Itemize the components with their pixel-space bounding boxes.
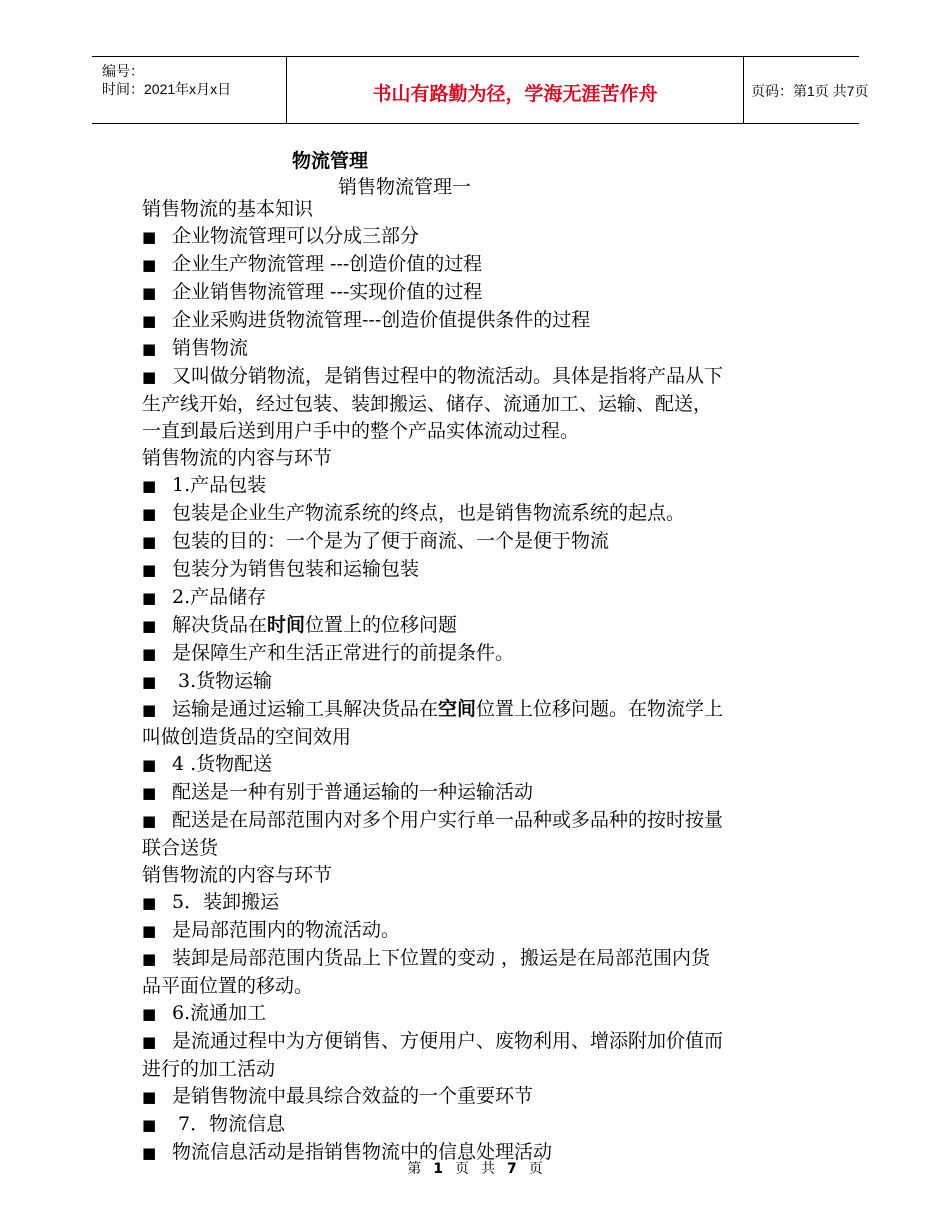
bullet-item — [142, 279, 822, 307]
line-text: 4 .货物配送 — [172, 753, 273, 775]
line-text: 企业销售物流管理 ---实现价值的过程 — [172, 281, 483, 303]
line-text: 销售物流的基本知识 — [142, 198, 314, 220]
body-line — [142, 973, 822, 1000]
line-text: 销售物流 — [172, 337, 249, 359]
page-footer — [0, 1158, 950, 1178]
footer-ye: 页 — [455, 1161, 469, 1177]
header-page-info: 页码：第1页 共7页 — [751, 83, 869, 99]
bullet-square-icon: ■ — [142, 505, 157, 523]
bullet-item — [142, 1111, 822, 1139]
line-text: 品平面位置的移动。 — [142, 975, 314, 997]
line-text: 是局部范围内的物流活动。 — [172, 919, 401, 941]
bullet-item — [142, 1028, 822, 1056]
bullet-square-icon: ■ — [142, 368, 157, 386]
text-segment: 位置上位移问题。在物流学上 — [476, 698, 724, 720]
footer-total-pages: 7 — [507, 1161, 517, 1177]
bullet-item — [142, 779, 822, 807]
footer-di: 第 — [407, 1161, 422, 1177]
bullet-item — [142, 612, 822, 640]
line-text: 联合送货 — [142, 837, 219, 859]
bullet-square-icon: ■ — [142, 256, 157, 274]
line-text: 企业物流管理可以分成三部分 — [172, 225, 420, 247]
bullet-item — [142, 1083, 822, 1111]
bullet-square-icon: ■ — [142, 228, 157, 246]
line-text: 企业采购进货物流管理---创造价值提供条件的过程 — [172, 309, 591, 331]
header-number-label: 编号： — [102, 63, 144, 79]
bullet-square-icon: ■ — [142, 1033, 157, 1051]
line-text: 叫做创造货品的空间效用 — [142, 726, 352, 748]
bullet-square-icon: ■ — [142, 1116, 157, 1134]
header-page-cell — [743, 57, 869, 123]
line-text: 配送是在局部范围内对多个用户实行单一品种或多品种的按时按量 — [172, 809, 724, 831]
document-body — [142, 196, 822, 1167]
bullet-square-icon: ■ — [142, 477, 157, 495]
body-line — [142, 1056, 822, 1083]
bullet-item — [142, 363, 822, 391]
header-time-label: 时间：2021年x月x日 — [102, 81, 232, 97]
line-text: 配送是一种有别于普通运输的一种运输活动 — [172, 781, 534, 803]
bullet-item — [142, 223, 822, 251]
text-segment: 位置上的位移问题 — [305, 614, 458, 636]
bullet-item — [142, 807, 822, 835]
document-subtitle: 销售物流管理一 — [338, 176, 472, 198]
bullet-item — [142, 640, 822, 668]
line-text: 生产线开始，经过包装、装卸搬运、储存、流通加工、运输、配送， — [142, 393, 713, 415]
bullet-square-icon: ■ — [142, 284, 157, 302]
bullet-square-icon: ■ — [142, 1144, 157, 1162]
bullet-square-icon: ■ — [142, 617, 157, 635]
bullet-item — [142, 500, 822, 528]
body-line — [142, 724, 822, 751]
line-text: 6.流通加工 — [172, 1002, 267, 1024]
document-title: 物流管理 — [292, 150, 369, 172]
line-text: 是保障生产和生活正常进行的前提条件。 — [172, 642, 515, 664]
body-line — [142, 196, 822, 223]
bullet-square-icon: ■ — [142, 340, 157, 358]
line-text: 2.产品储存 — [172, 586, 267, 608]
line-text: 1.产品包装 — [172, 474, 267, 496]
bullet-square-icon: ■ — [142, 950, 157, 968]
header-motto-cell — [286, 57, 744, 123]
line-text: 3.货物运输 — [172, 670, 273, 692]
line-text: 5．装卸搬运 — [172, 891, 280, 913]
bullet-item — [142, 528, 822, 556]
line-text: 一直到最后送到用户手中的整个产品实体流动过程。 — [142, 420, 580, 442]
bullet-item — [142, 945, 822, 973]
bullet-square-icon: ■ — [142, 894, 157, 912]
bullet-square-icon: ■ — [142, 1088, 157, 1106]
bullet-item — [142, 751, 822, 779]
bullet-item — [142, 917, 822, 945]
line-text: 包装分为销售包装和运输包装 — [172, 558, 420, 580]
body-line — [142, 391, 822, 418]
body-line — [142, 445, 822, 472]
bullet-item — [142, 251, 822, 279]
line-text: 又叫做分销物流，是销售过程中的物流活动。具体是指将产品从下 — [172, 365, 724, 387]
body-line — [142, 418, 822, 445]
header-meta — [92, 57, 286, 123]
bullet-item — [142, 1000, 822, 1028]
bullet-square-icon: ■ — [142, 922, 157, 940]
body-line — [142, 835, 822, 862]
line-text: 包装的目的：一个是为了便于商流、一个是便于物流 — [172, 530, 610, 552]
document-header — [92, 56, 869, 124]
bullet-square-icon: ■ — [142, 701, 157, 719]
body-line — [142, 862, 822, 889]
text-segment: 运输是通过运输工具解决货品在 — [172, 698, 439, 720]
bullet-item — [142, 889, 822, 917]
line-text: 进行的加工活动 — [142, 1058, 276, 1080]
bullet-square-icon: ■ — [142, 756, 157, 774]
bullet-square-icon: ■ — [142, 1005, 157, 1023]
footer-gong: 共 — [481, 1161, 495, 1177]
bullet-square-icon: ■ — [142, 784, 157, 802]
line-text: 销售物流的内容与环节 — [142, 447, 333, 469]
line-text: 包装是企业生产物流系统的终点，也是销售物流系统的起点。 — [172, 502, 686, 524]
header-motto: 书山有路勤为径，学海无涯苦作舟 — [372, 84, 658, 105]
bullet-square-icon: ■ — [142, 561, 157, 579]
line-text: 物流信息活动是指销售物流中的信息处理活动 — [172, 1141, 553, 1163]
bullet-square-icon: ■ — [142, 673, 157, 691]
bullet-item — [142, 472, 822, 500]
line-text: 装卸是局部范围内货品上下位置的变动 ，搬运是在局部范围内货 — [172, 947, 711, 969]
bullet-item — [142, 335, 822, 363]
text-segment: 解决货品在 — [172, 614, 268, 636]
line-text: 是流通过程中为方便销售、方便用户、废物利用、增添附加价值而 — [172, 1030, 724, 1052]
bullet-square-icon: ■ — [142, 589, 157, 607]
bullet-square-icon: ■ — [142, 645, 157, 663]
bullet-item — [142, 668, 822, 696]
line-text: 7．物流信息 — [172, 1113, 286, 1135]
footer-page-number: 1 — [433, 1161, 443, 1177]
bullet-item — [142, 556, 822, 584]
bullet-square-icon: ■ — [142, 312, 157, 330]
line-text: 企业生产物流管理 ---创造价值的过程 — [172, 253, 483, 275]
bold-text: 时间 — [267, 614, 306, 636]
footer-ye-2: 页 — [528, 1161, 543, 1177]
bullet-square-icon: ■ — [142, 812, 157, 830]
bullet-item — [142, 696, 822, 724]
bullet-item — [142, 584, 822, 612]
line-text: 是销售物流中最具综合效益的一个重要环节 — [172, 1085, 534, 1107]
bullet-square-icon: ■ — [142, 533, 157, 551]
line-text: 销售物流的内容与环节 — [142, 864, 333, 886]
bold-text: 空间 — [438, 698, 477, 720]
bullet-item — [142, 307, 822, 335]
